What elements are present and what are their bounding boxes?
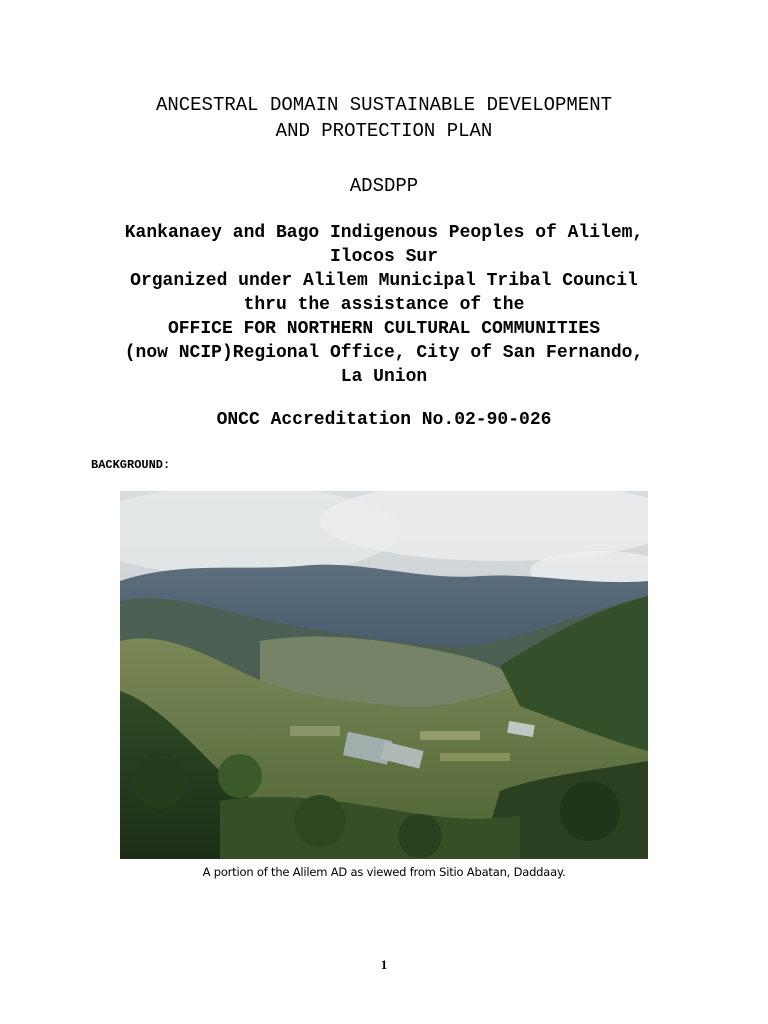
- document-title-line-2: AND PROTECTION PLAN: [275, 120, 493, 142]
- accreditation-number: [0, 408, 768, 432]
- document-subtitle: [0, 221, 768, 389]
- page-number: 1: [380, 957, 388, 972]
- landscape-photo: [120, 491, 648, 859]
- subtitle-line-7: La Union: [340, 367, 428, 387]
- document-title: [0, 92, 768, 144]
- photo-caption: A portion of the Alilem AD as viewed from Sitio Abatan, Daddaay.: [202, 865, 566, 879]
- subtitle-line-2: Ilocos Sur: [329, 247, 439, 267]
- document-title-line-1: ANCESTRAL DOMAIN SUSTAINABLE DEVELOPMENT: [155, 94, 613, 116]
- subtitle-line-6: (now NCIP)Regional Office, City of San Fernando,: [124, 343, 644, 363]
- subtitle-line-5: OFFICE FOR NORTHERN CULTURAL COMMUNITIES: [167, 319, 601, 339]
- document-acronym: [0, 173, 768, 199]
- subtitle-line-3: Organized under Alilem Municipal Tribal Council: [130, 271, 638, 291]
- subtitle-line-4: thru the assistance of the: [243, 295, 525, 315]
- accreditation-text: ONCC Accreditation No.02-90-026: [216, 410, 552, 430]
- subtitle-line-1: Kankanaey and Bago Indigenous Peoples of Alilem,: [124, 223, 644, 243]
- section-heading-background: BACKGROUND:: [91, 458, 171, 472]
- document-acronym-text: ADSDPP: [349, 175, 419, 197]
- landscape-photo-illustration: [120, 491, 648, 859]
